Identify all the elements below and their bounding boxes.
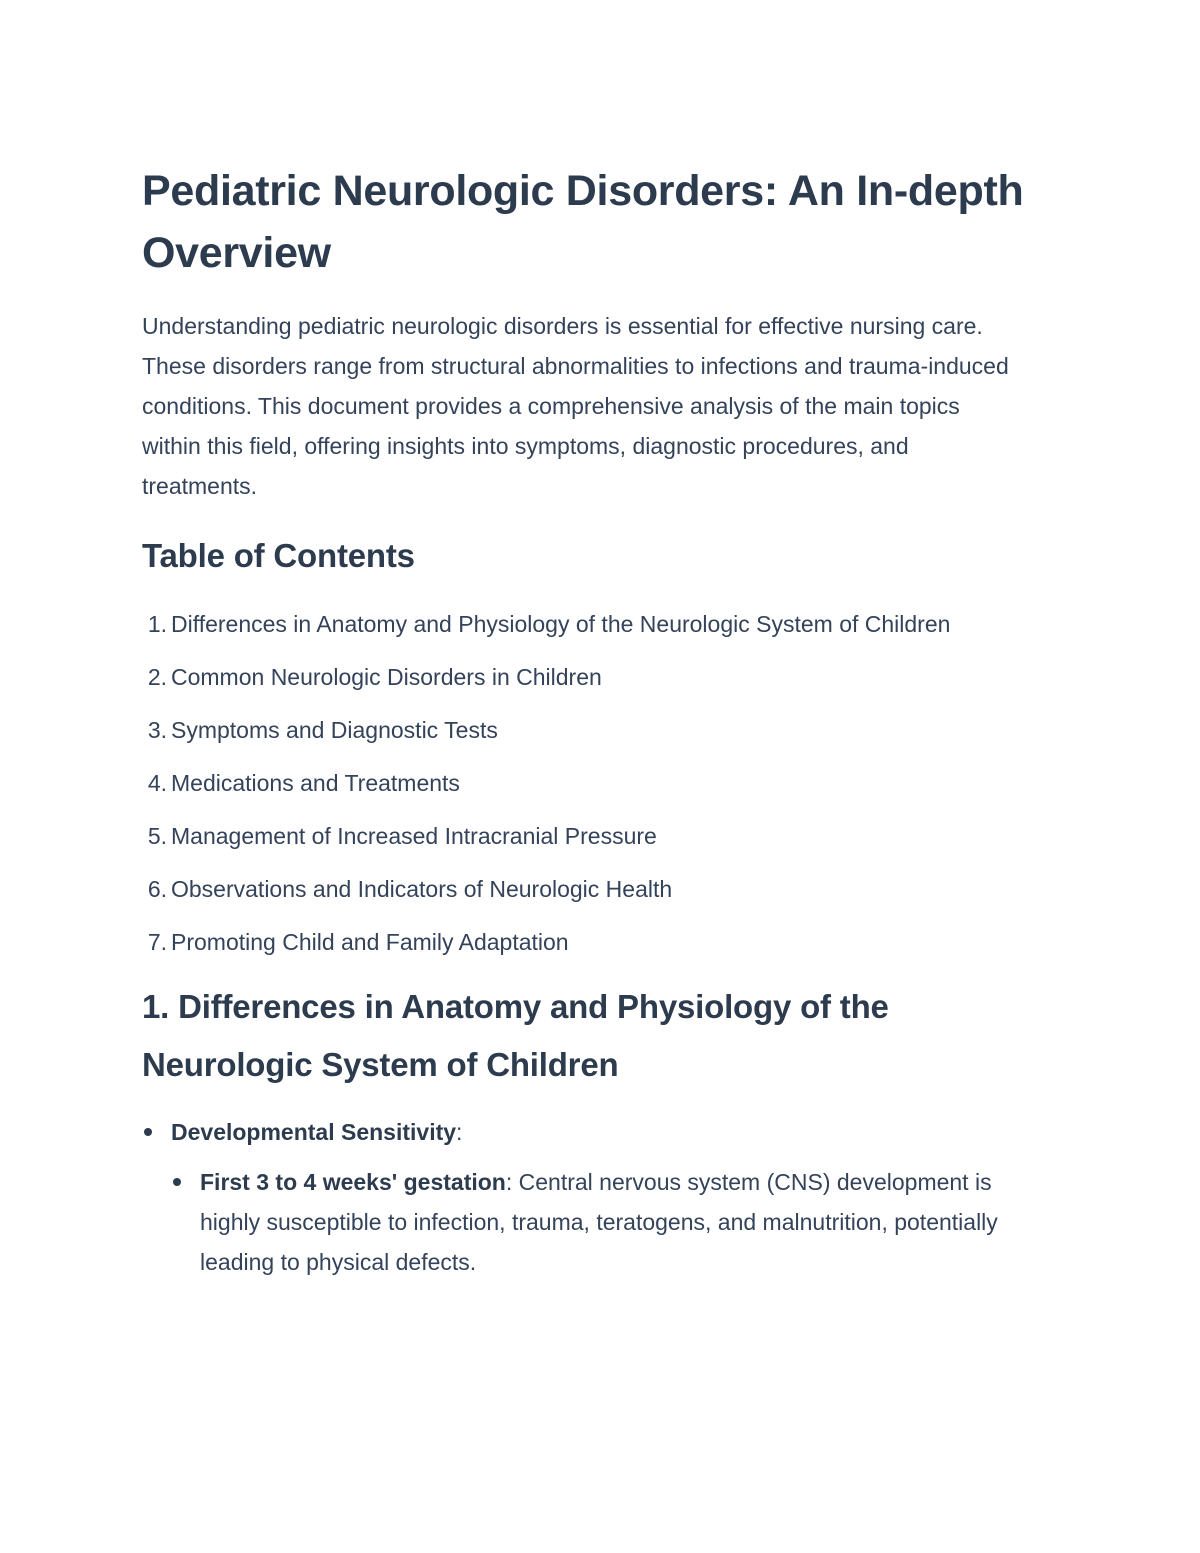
toc-item bbox=[142, 710, 1031, 750]
toc-item bbox=[142, 816, 1031, 856]
bullet-icon bbox=[144, 1128, 152, 1136]
toc-item-number: 3. bbox=[147, 717, 167, 743]
bullet-suffix: : bbox=[456, 1119, 463, 1145]
document-page bbox=[142, 160, 1042, 1282]
toc-item-label: Observations and Indicators of Neurologic Health bbox=[171, 876, 673, 902]
toc-item-label: Common Neurologic Disorders in Children bbox=[171, 664, 602, 690]
sub-bullet-text: Central nervous system (CNS) development is highly susceptible to infection, trauma, teratogens, and malnutrition, potentially leading to physical defects. bbox=[200, 1169, 998, 1275]
table-of-contents bbox=[142, 604, 1042, 962]
sub-bullet-separator: : bbox=[505, 1169, 513, 1195]
bullet-label: Developmental Sensitivity bbox=[171, 1119, 457, 1145]
intro-paragraph: Understanding pediatric neurologic disorders is essential for effective nursing care. These disorders range from structural abnormalities to infections and trauma-induced conditions. This document provides a comprehensive analysis of the main topics within this field, offering insights into symptoms, diagnostic procedures, and treatments. bbox=[142, 313, 1009, 499]
toc-item-number: 5. bbox=[147, 823, 167, 849]
toc-item bbox=[142, 763, 1031, 803]
toc-item-label: Management of Increased Intracranial Pressure bbox=[171, 823, 657, 849]
toc-item-number: 1. bbox=[147, 611, 167, 637]
toc-item bbox=[142, 604, 1031, 644]
bullet-list bbox=[142, 1112, 1042, 1282]
toc-item bbox=[142, 869, 1031, 909]
sub-bullet-list bbox=[171, 1162, 1042, 1282]
toc-item-number: 4. bbox=[147, 770, 167, 796]
toc-item-label: Differences in Anatomy and Physiology of the Neurologic System of Children bbox=[171, 611, 951, 637]
page-title: Pediatric Neurologic Disorders: An In-depth Overview bbox=[142, 167, 1024, 277]
toc-item-label: Promoting Child and Family Adaptation bbox=[171, 929, 569, 955]
toc-item-number: 2. bbox=[147, 664, 167, 690]
toc-item bbox=[142, 922, 1031, 962]
toc-heading: Table of Contents bbox=[142, 537, 415, 574]
toc-item-label: Symptoms and Diagnostic Tests bbox=[171, 717, 498, 743]
section-heading: 1. Differences in Anatomy and Physiology of the Neurologic System of Children bbox=[142, 988, 889, 1083]
toc-item-label: Medications and Treatments bbox=[171, 770, 460, 796]
toc-item bbox=[142, 657, 1031, 697]
toc-item-number: 6. bbox=[147, 876, 167, 902]
bullet-icon bbox=[173, 1178, 181, 1186]
sub-bullet-label: First 3 to 4 weeks' gestation bbox=[200, 1169, 506, 1195]
list-item bbox=[142, 1112, 1042, 1282]
toc-item-number: 7. bbox=[147, 929, 167, 955]
sub-list-item bbox=[171, 1162, 1030, 1282]
